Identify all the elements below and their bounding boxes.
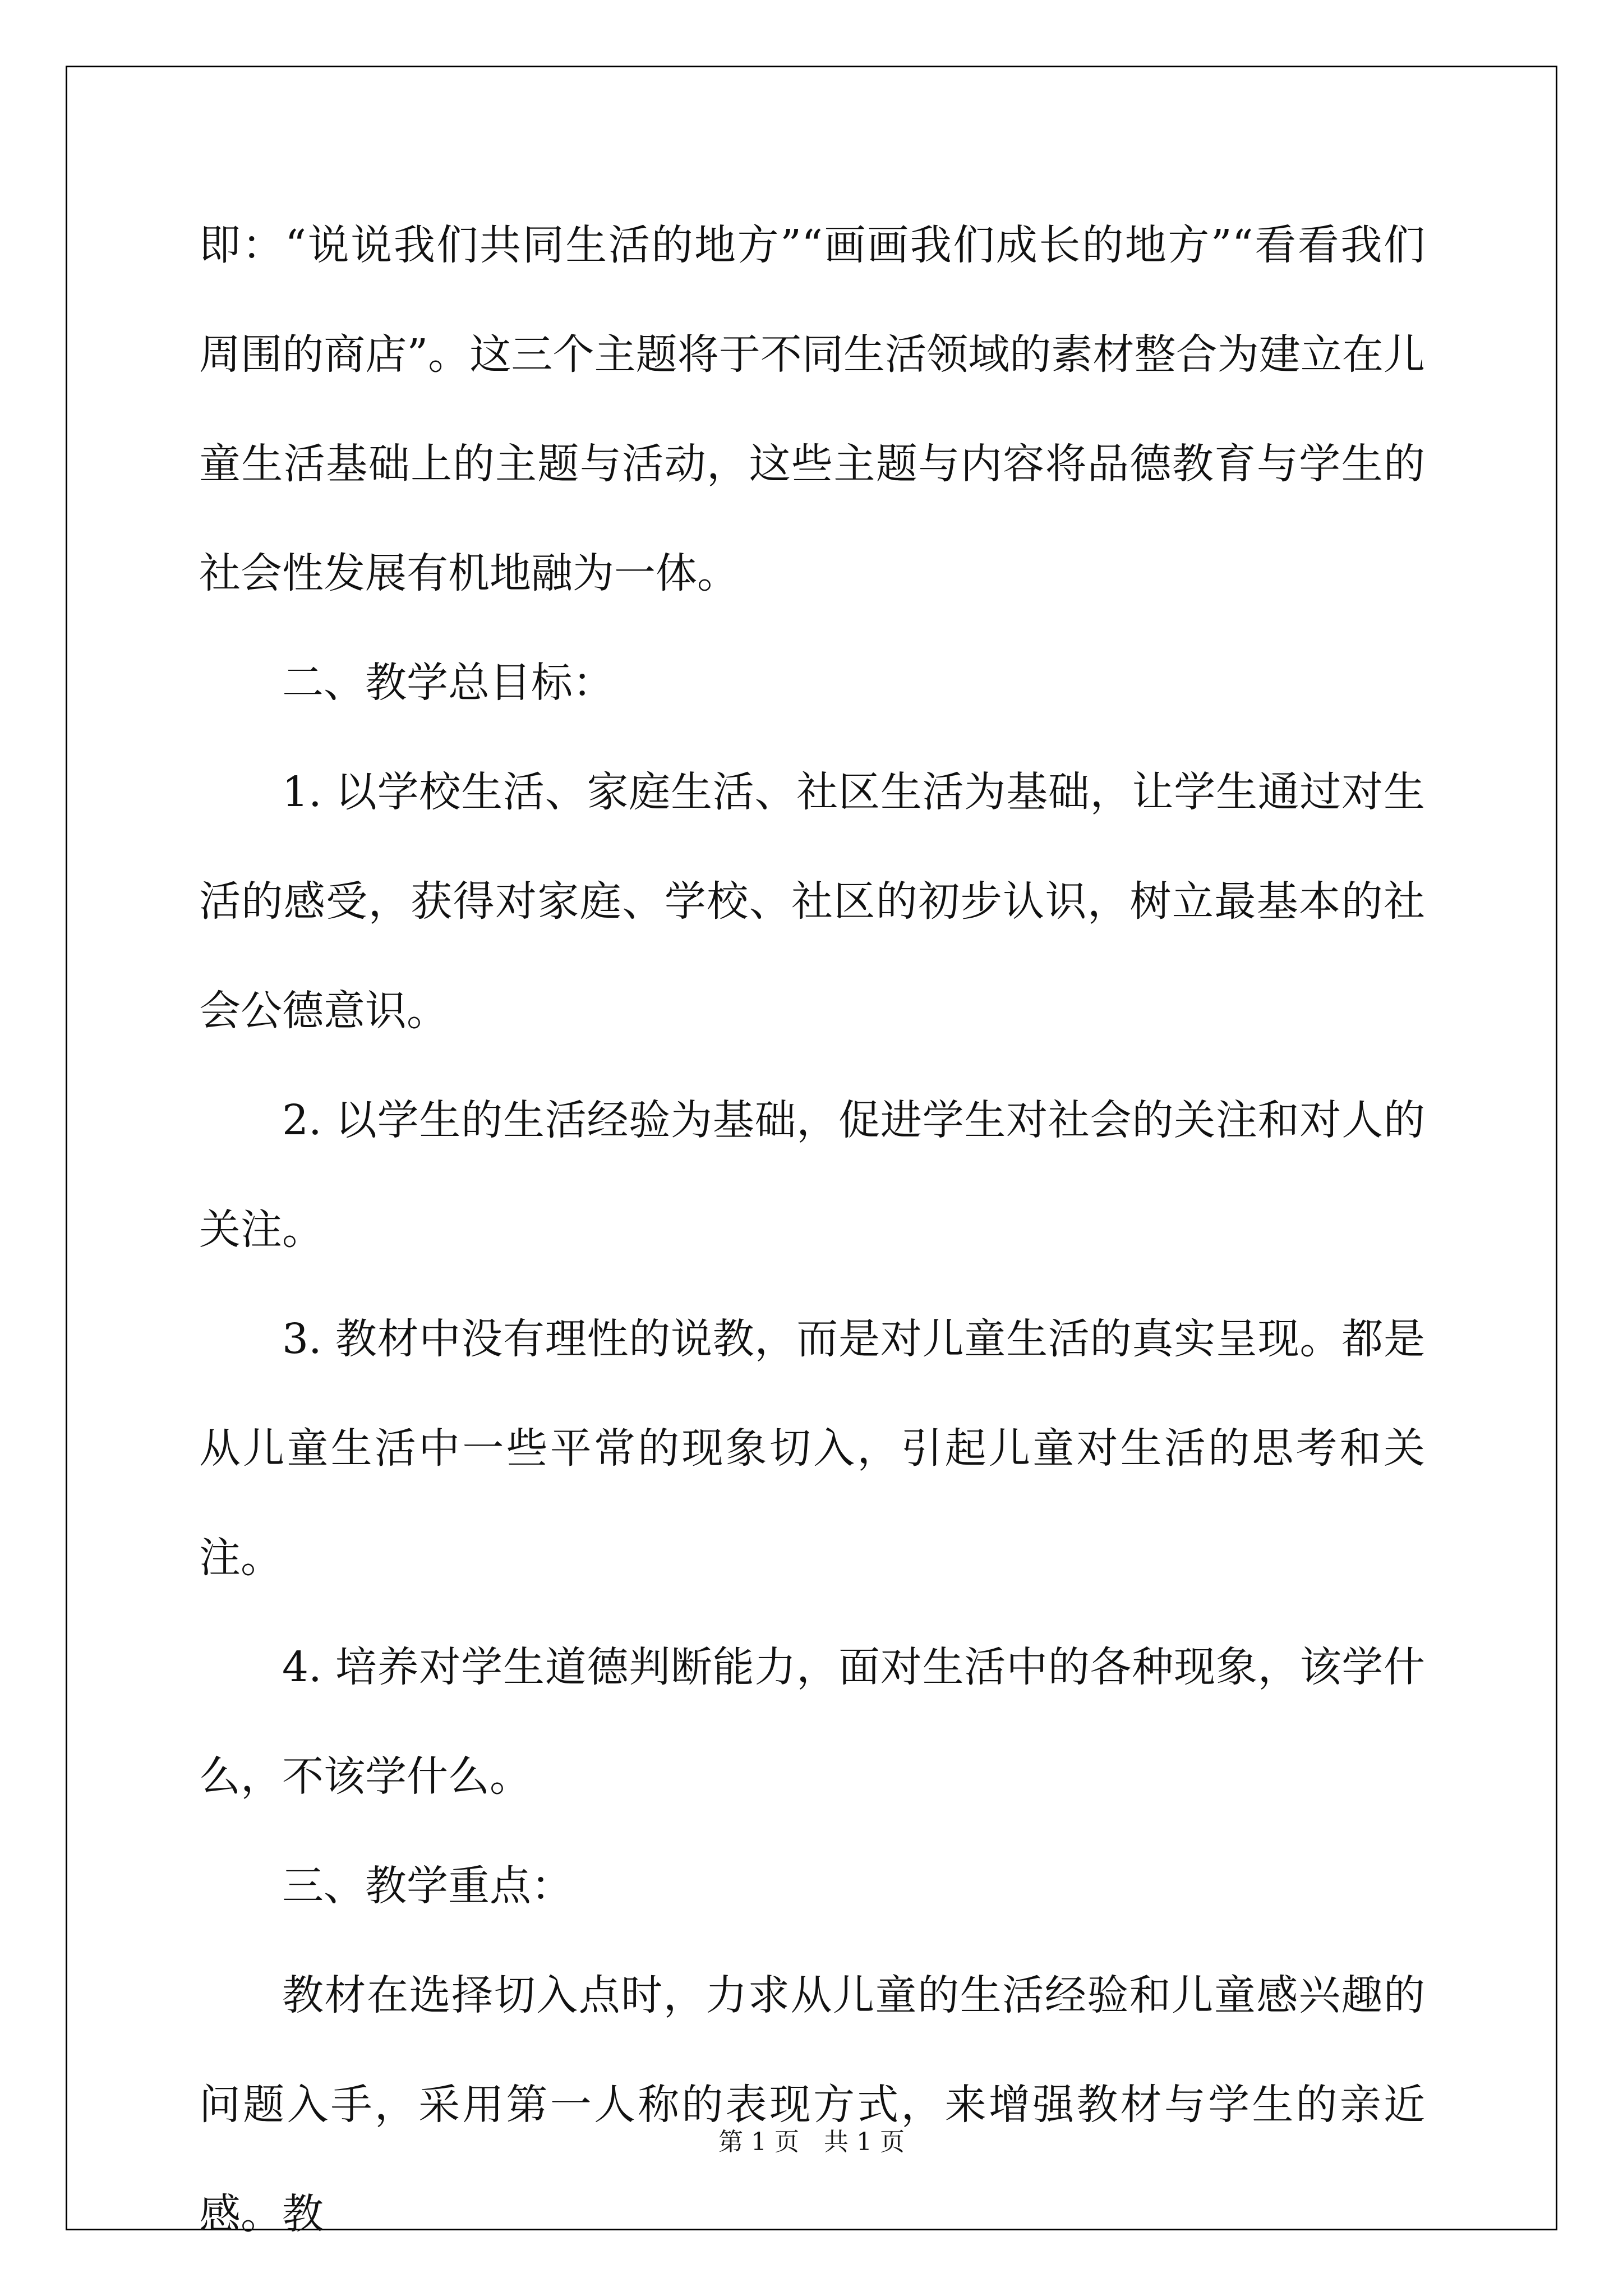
paragraph-1: 即：“说说我们共同生活的地方”“画画我们成长的地方”“看看我们周围的商店”。这三个主题将于不同生活领域的素材整合为建立在儿童生活基础上的主题与活动，这些主题与内容将品德教育与学生的社会性发展有机地融为一体。 bbox=[199, 221, 1425, 597]
paragraph-8: 教材在选择切入点时，力求从儿童的生活经验和儿童感兴趣的问题入手，采用第一人称的表现方式，来增强教材与学生的亲近感。教 bbox=[199, 1971, 1425, 2238]
paragraph-3: 1. 以学校生活、家庭生活、社区生活为基础，让学生通过对生活的感受，获得对家庭、学校、社区的初步认识，树立最基本的社会公德意识。 bbox=[199, 768, 1425, 1035]
paragraph-2-heading: 二、教学总目标： bbox=[282, 659, 614, 707]
document-body bbox=[199, 191, 1425, 2269]
page-footer: 第 1 页 共 1 页 bbox=[718, 2128, 905, 2156]
paragraph-7-heading: 三、教学重点： bbox=[282, 1862, 573, 1910]
paragraph-5: 3. 教材中没有理性的说教，而是对儿童生活的真实呈现。都是从儿童生活中一些平常的现象切入，引起儿童对生活的思考和关注。 bbox=[199, 1315, 1425, 1582]
paragraph-6: 4. 培养对学生道德判断能力，面对生活中的各种现象，该学什么，不该学什么。 bbox=[199, 1643, 1425, 1801]
paragraph-4: 2. 以学生的生活经验为基础，促进学生对社会的关注和对人的关注。 bbox=[199, 1096, 1425, 1254]
